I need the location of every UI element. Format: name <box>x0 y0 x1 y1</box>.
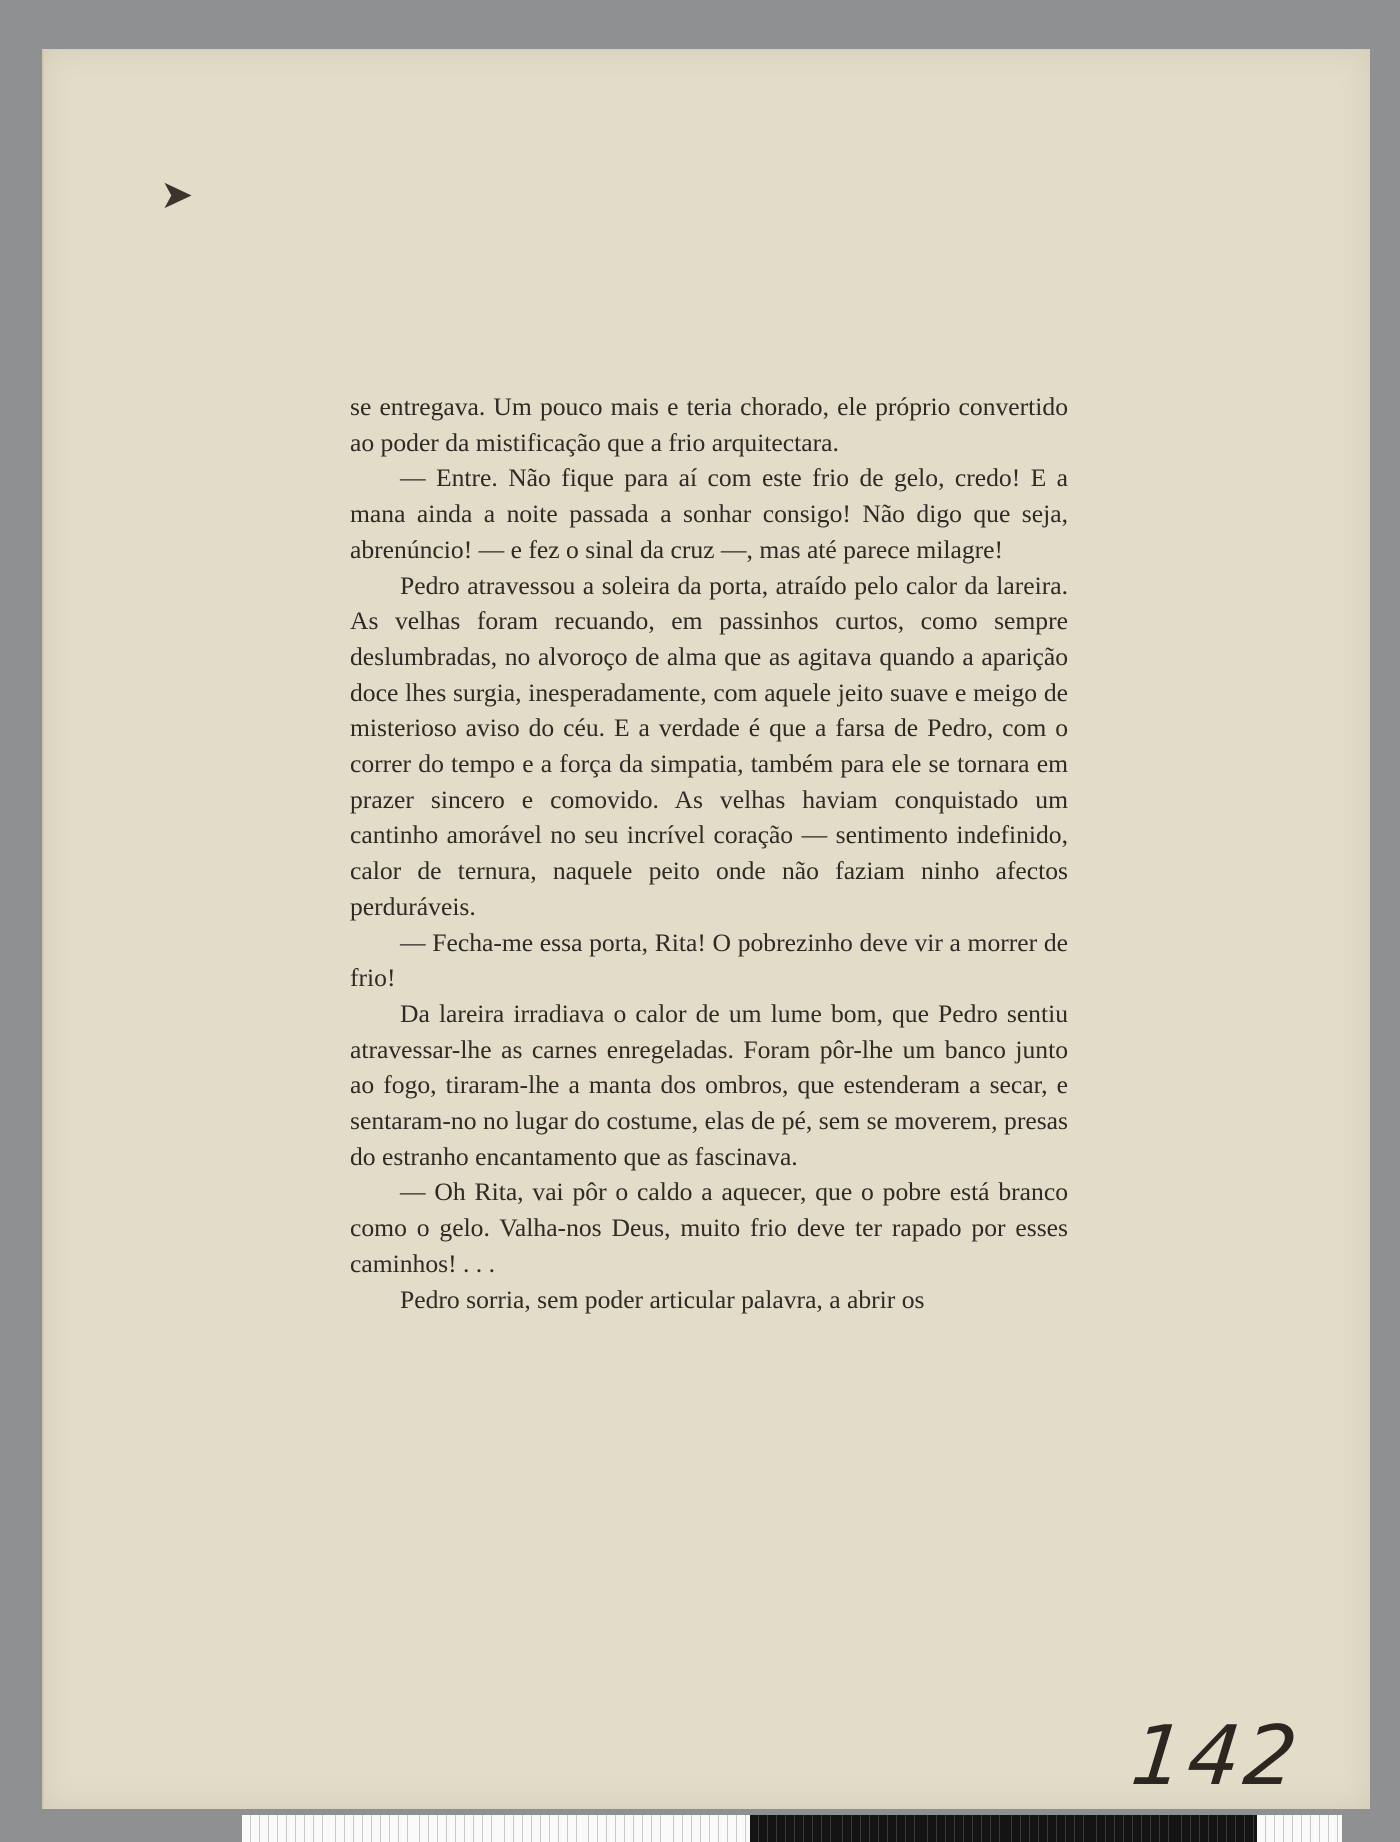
ruler-segment <box>242 1815 327 1842</box>
handwritten-page-number: 142 <box>1127 1709 1306 1804</box>
ruler-segment <box>580 1815 665 1842</box>
ruler-segment <box>1003 1815 1088 1842</box>
paragraph-7: Pedro sorria, sem poder articular palavra, a abrir os <box>400 1284 925 1314</box>
ruler-segment <box>834 1815 919 1842</box>
ruler-segment <box>665 1815 750 1842</box>
body-text <box>350 389 1068 1317</box>
paragraph-6: — Oh Rita, vai pôr o caldo a aquecer, que o pobre está branco como o gelo. Valha-nos Deus, muito frio deve ter rapado por esses caminhos! . . . <box>350 1177 1068 1278</box>
ruler-segment <box>1173 1815 1258 1842</box>
corner-mark-icon: ➤ <box>160 172 194 217</box>
paragraph-1: se entregava. Um pouco mais e teria chorado, ele próprio convertido ao poder da mistificação que a frio arquitectara. <box>350 392 1068 457</box>
paragraph-2: — Entre. Não fique para aí com este frio de gelo, credo! E a mana ainda a noite passada a sonhar consigo! Não digo que seja, abrenúncio! — e fez o sinal da cruz —, mas até parece milagre! <box>350 463 1068 564</box>
ruler-segment <box>1257 1815 1342 1842</box>
document-page <box>42 49 1370 1809</box>
ruler-segment <box>1088 1815 1173 1842</box>
paragraph-3: Pedro atravessou a soleira da porta, atraído pelo calor da lareira. As velhas foram recuando, em passinhos curtos, como sempre deslumbradas, no alvoroço de alma que as agitava quando a aparição doce lhes surgia, inesperadamente, com aquele jeito suave e meigo de misterioso aviso do céu. E a verdade é que a farsa de Pedro, com o correr do tempo e a força da simpatia, também para ele se tornara em prazer sincero e comovido. As velhas haviam conquistado um cantinho amorável no seu incrível coração — sentimento indefinido, calor de ternura, naquele peito onde não faziam ninho afectos perduráveis. <box>350 570 1068 921</box>
paragraph-4: — Fecha-me essa porta, Rita! O pobrezinho deve vir a morrer de frio! <box>350 927 1068 993</box>
ruler-segment <box>750 1815 835 1842</box>
ruler-segment <box>327 1815 412 1842</box>
ruler-segment <box>496 1815 581 1842</box>
scale-ruler <box>242 1815 1342 1842</box>
ruler-segment <box>919 1815 1004 1842</box>
paragraph-5: Da lareira irradiava o calor de um lume bom, que Pedro sentiu atravessar-lhe as carnes enregeladas. Foram pôr-lhe um banco junto ao fogo, tiraram-lhe a manta dos ombros, que estenderam a secar, e sentaram-no no lugar do costume, elas de pé, sem se moverem, presas do estranho encantamento que as fascinava. <box>350 998 1068 1171</box>
ruler-segment <box>411 1815 496 1842</box>
